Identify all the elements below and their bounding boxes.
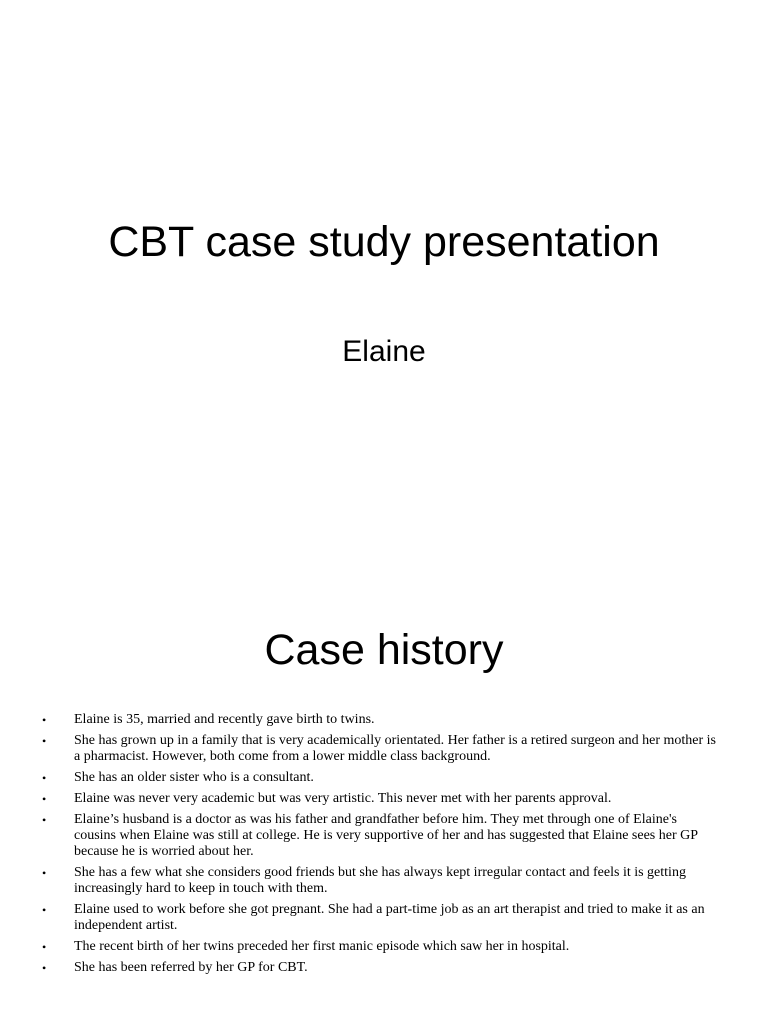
bullet-icon: • — [42, 903, 47, 917]
bullet-icon: • — [42, 813, 47, 827]
bullet-icon: • — [42, 792, 47, 806]
bullet-item — [40, 939, 720, 955]
presentation-title: CBT case study presentation — [108, 218, 660, 266]
bullet-icon: • — [42, 940, 47, 954]
bullet-item — [40, 712, 720, 728]
bullet-text: Elaine’s husband is a doctor as was his father and grandfather before him. They met through one of Elaine's cousins when Elaine was still at college. He is very supportive of her and has suggested that Elaine sees her GP because he is worried about her. — [74, 812, 698, 859]
bullet-icon: • — [42, 734, 47, 748]
bullet-item — [40, 791, 720, 807]
bullet-item — [40, 902, 720, 934]
bullet-text: She has been referred by her GP for CBT. — [74, 960, 308, 975]
bullet-text: Elaine is 35, married and recently gave birth to twins. — [74, 712, 375, 727]
bullet-item — [40, 733, 720, 765]
bullet-text: Elaine was never very academic but was very artistic. This never met with her parents approval. — [74, 791, 612, 806]
bullet-item — [40, 812, 720, 860]
bullet-item — [40, 770, 720, 786]
bullet-text: The recent birth of her twins preceded her first manic episode which saw her in hospital. — [74, 939, 570, 954]
bullet-item — [40, 960, 720, 976]
bullet-text: Elaine used to work before she got pregnant. She had a part-time job as an art therapist and tried to make it as an independent artist. — [74, 902, 705, 933]
bullet-icon: • — [42, 771, 47, 785]
case-history-slide — [0, 576, 768, 1024]
bullet-text: She has grown up in a family that is very academically orientated. Her father is a retired surgeon and her mother is a pharmacist. However, both come from a lower middle class background. — [74, 733, 716, 764]
case-history-title: Case history — [264, 626, 504, 674]
bullet-icon: • — [42, 713, 47, 727]
case-history-bullets — [40, 712, 720, 981]
bullet-text: She has a few what she considers good friends but she has always kept irregular contact and feels it is getting increasingly hard to keep in touch with them. — [74, 865, 686, 896]
bullet-text: She has an older sister who is a consultant. — [74, 770, 314, 785]
bullet-item — [40, 865, 720, 897]
presentation-subtitle: Elaine — [342, 335, 426, 368]
bullet-icon: • — [42, 961, 47, 975]
bullet-icon: • — [42, 866, 47, 880]
